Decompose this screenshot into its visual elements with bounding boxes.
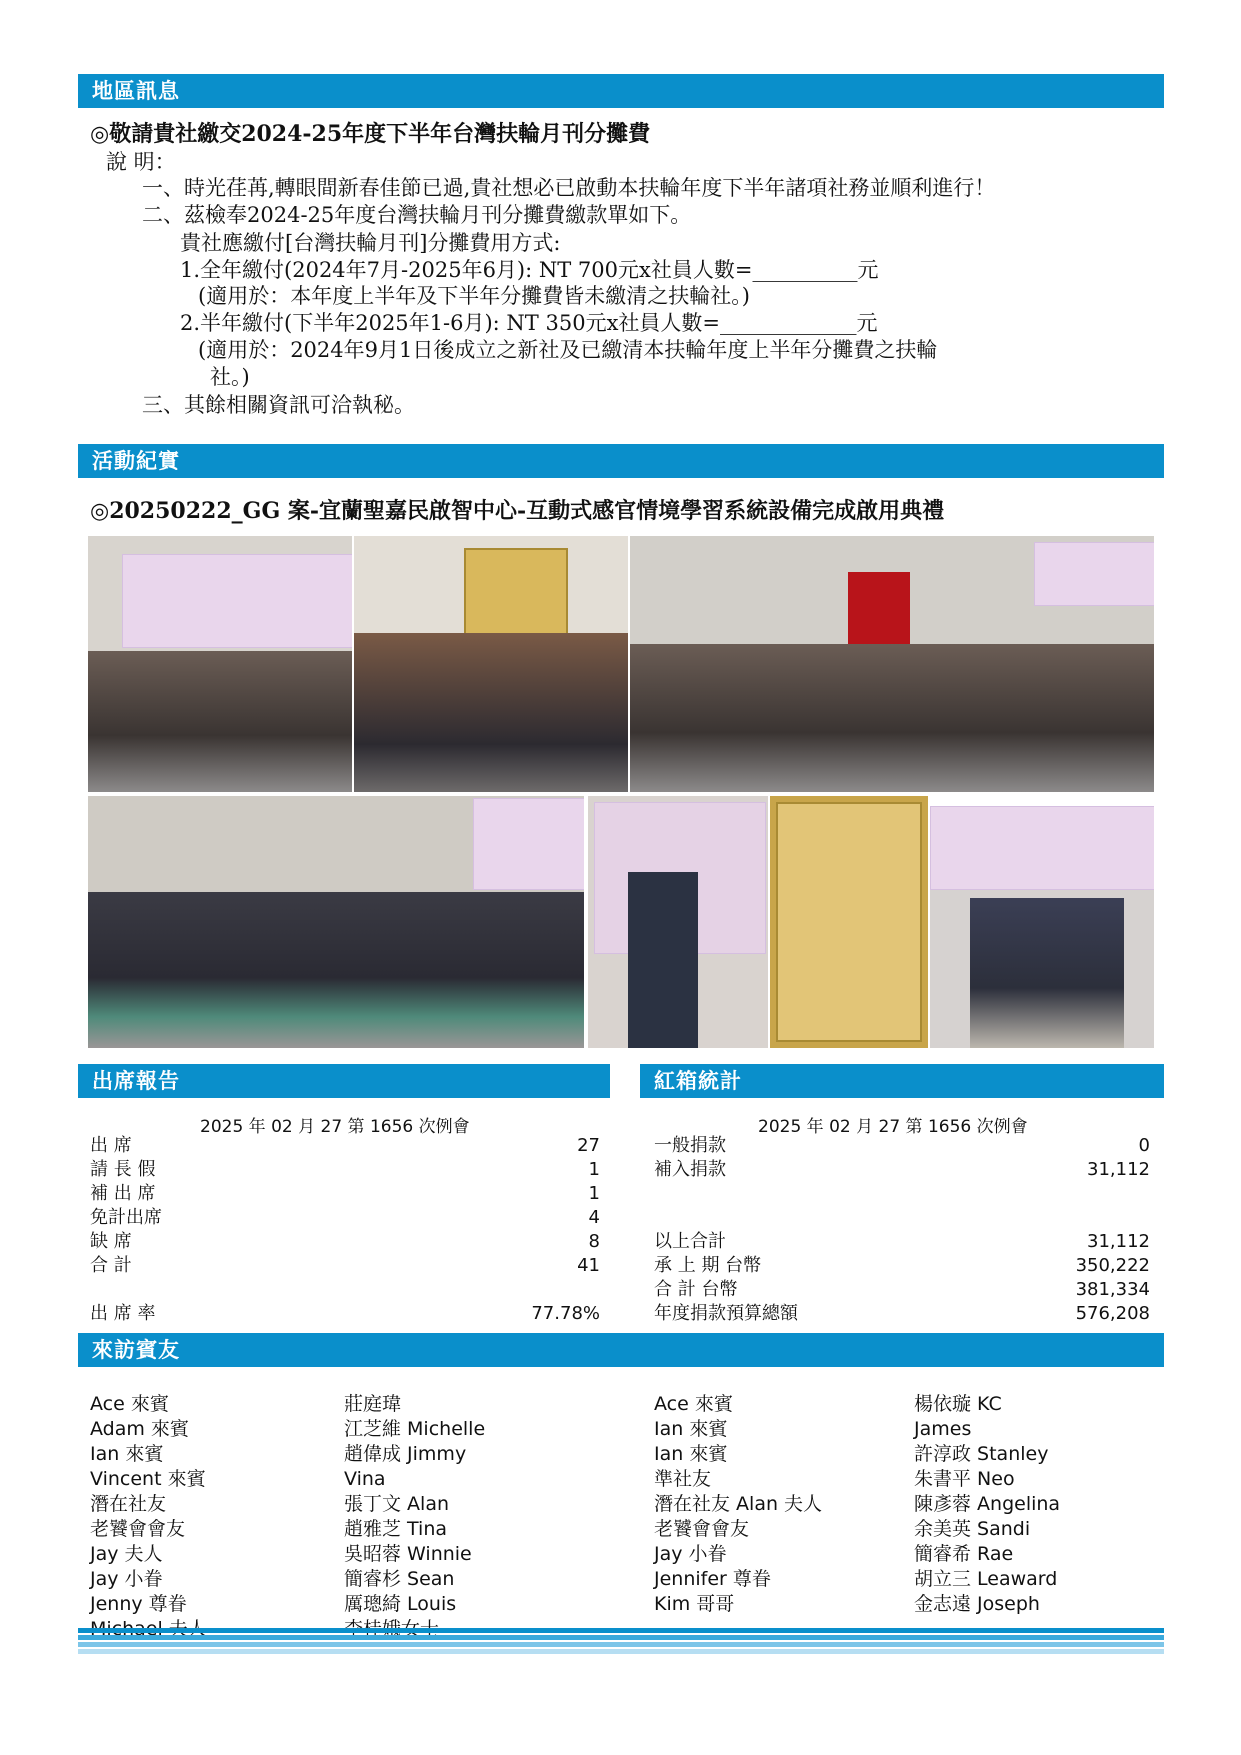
section-bar-guests: 來訪賓友 — [78, 1333, 1164, 1367]
guest-name: 潛在社友 Alan 夫人 — [654, 1493, 823, 1515]
event-photo-plaque-unveiling — [354, 536, 628, 792]
district-line-0: 說 明： — [106, 150, 176, 174]
redbox-row: 一般捐款 0 — [654, 1135, 1150, 1156]
district-line-2: 二、茲檢奉2024-25年度台灣扶輪月刊分攤費繳款單如下。 — [142, 203, 692, 227]
event-photo-ribbon-cutting — [630, 536, 1154, 792]
footer-stripe — [78, 1649, 1164, 1654]
section-bar-redbox: 紅箱統計 — [640, 1064, 1164, 1098]
footer-stripe — [78, 1628, 1164, 1633]
redbox-row: 承 上 期 台幣 350,222 — [654, 1255, 1150, 1276]
guest-column-3 — [654, 1392, 904, 1617]
redbox-row: 補入捐款 31,112 — [654, 1159, 1150, 1180]
guest-column-2 — [344, 1392, 594, 1642]
district-line-7: (適用於：2024年9月1日後成立之新社及已繳清本扶輪年度上半年分攤費之扶輪 — [198, 338, 938, 362]
district-line-4: 1.全年繳付(2024年7月-2025年6月): NT 700元x社員人數=__________元 — [180, 258, 879, 282]
section-bar-attendance: 出席報告 — [78, 1064, 610, 1098]
guest-name: 簡睿希 Rae — [914, 1543, 1014, 1565]
attendance-row: 缺 席 8 — [90, 1231, 600, 1252]
event-photo-trio — [930, 806, 1154, 1048]
guest-name: 準社友 — [654, 1468, 712, 1490]
footer-stripes — [78, 1628, 1164, 1658]
guest-name: Kim 哥哥 — [654, 1593, 735, 1615]
guest-name: 楊依璇 KC — [914, 1393, 1002, 1415]
guest-name: 張丁文 Alan — [344, 1493, 450, 1515]
guest-name: Jenny 尊眷 — [90, 1593, 187, 1615]
footer-stripe — [78, 1635, 1164, 1640]
guest-name: 吳昭蓉 Winnie — [344, 1543, 472, 1565]
attendance-row: 補 出 席 1 — [90, 1183, 600, 1204]
guest-name: Vina — [344, 1468, 386, 1490]
guest-name: 許淳政 Stanley — [914, 1443, 1049, 1465]
guest-name: 莊庭瑋 — [344, 1393, 402, 1415]
guest-name: 朱書平 Neo — [914, 1468, 1015, 1490]
district-line-9: 三、其餘相關資訊可洽執秘。 — [142, 393, 415, 417]
district-line-1: 一、時光荏苒,轉眼間新春佳節已過,貴社想必已啟動本扶輪年度下半年諸項社務並順利進行！ — [142, 176, 996, 200]
guest-name: 金志遠 Joseph — [914, 1593, 1040, 1615]
guest-name: 余美英 Sandi — [914, 1518, 1031, 1540]
guest-name: 胡立三 Leaward — [914, 1568, 1058, 1590]
guest-name: Ian 來賓 — [654, 1443, 728, 1465]
district-line-3: 貴社應繳付[台灣扶輪月刊]分攤費用方式: — [180, 231, 561, 255]
guest-name: Ace 來賓 — [90, 1393, 169, 1415]
guest-name: Ian 來賓 — [654, 1418, 728, 1440]
redbox-meeting-title: 2025 年 02 月 27 第 1656 次例會 — [758, 1117, 1028, 1137]
section-bar-district: 地區訊息 — [78, 74, 1164, 108]
redbox-row: 年度捐款預算總額 576,208 — [654, 1303, 1150, 1324]
event-photo-certificate — [770, 796, 928, 1048]
attendance-meeting-title: 2025 年 02 月 27 第 1656 次例會 — [200, 1117, 470, 1137]
guest-name: 老饕會會友 — [90, 1518, 186, 1540]
guest-column-4 — [914, 1392, 1164, 1617]
guest-name: James — [914, 1418, 972, 1440]
redbox-row: 以上合計 31,112 — [654, 1231, 1150, 1252]
attendance-row: 免計出席 4 — [90, 1207, 600, 1228]
guest-name: Jay 小眷 — [90, 1568, 163, 1590]
attendance-rate-row: 出 席 率 77.78% — [90, 1303, 600, 1324]
guest-name: Ian 來賓 — [90, 1443, 164, 1465]
guest-name: Adam 來賓 — [90, 1418, 189, 1440]
guest-name: Jay 小眷 — [654, 1543, 727, 1565]
activity-heading: ◎20250222_GG 案-宜蘭聖嘉民啟智中心-互動式感官情境學習系統設備完成啟用典禮 — [90, 498, 945, 524]
attendance-row: 合 計 41 — [90, 1255, 600, 1276]
section-bar-activity: 活動紀實 — [78, 444, 1164, 478]
guest-name: Vincent 來賓 — [90, 1468, 206, 1490]
event-photo-lion-dance-group — [88, 796, 584, 1048]
event-photo-speech — [588, 796, 768, 1048]
guest-name: 厲璁綺 Louis — [344, 1593, 457, 1615]
district-line-5: (適用於：本年度上半年及下半年分攤費皆未繳清之扶輪社。) — [198, 284, 750, 308]
attendance-row: 請 長 假 1 — [90, 1159, 600, 1180]
guest-name: 潛在社友 — [90, 1493, 167, 1515]
footer-stripe — [78, 1642, 1164, 1647]
redbox-row: 合 計 台幣 381,334 — [654, 1279, 1150, 1300]
guest-column-1 — [90, 1392, 340, 1642]
attendance-row: 出 席 27 — [90, 1135, 600, 1156]
guest-name: 江芝維 Michelle — [344, 1418, 486, 1440]
district-line-6: 2.半年繳付(下半年2025年1-6月): NT 350元x社員人數=_____________元 — [180, 311, 878, 335]
guest-name: 趙雅芝 Tina — [344, 1518, 448, 1540]
guest-name: 陳彥蓉 Angelina — [914, 1493, 1061, 1515]
district-heading: ◎敬請貴社繳交2024-25年度下半年台灣扶輪月刊分攤費 — [90, 121, 651, 147]
guest-name: Ace 來賓 — [654, 1393, 733, 1415]
guest-name: Jennifer 尊眷 — [654, 1568, 771, 1590]
guest-name: 簡睿杉 Sean — [344, 1568, 455, 1590]
guest-name: Jay 夫人 — [90, 1543, 163, 1565]
guest-name: 老饕會會友 — [654, 1518, 750, 1540]
district-line-8: 社。) — [210, 365, 250, 389]
event-photo-group-left — [88, 536, 352, 792]
guest-name: 趙偉成 Jimmy — [344, 1443, 467, 1465]
